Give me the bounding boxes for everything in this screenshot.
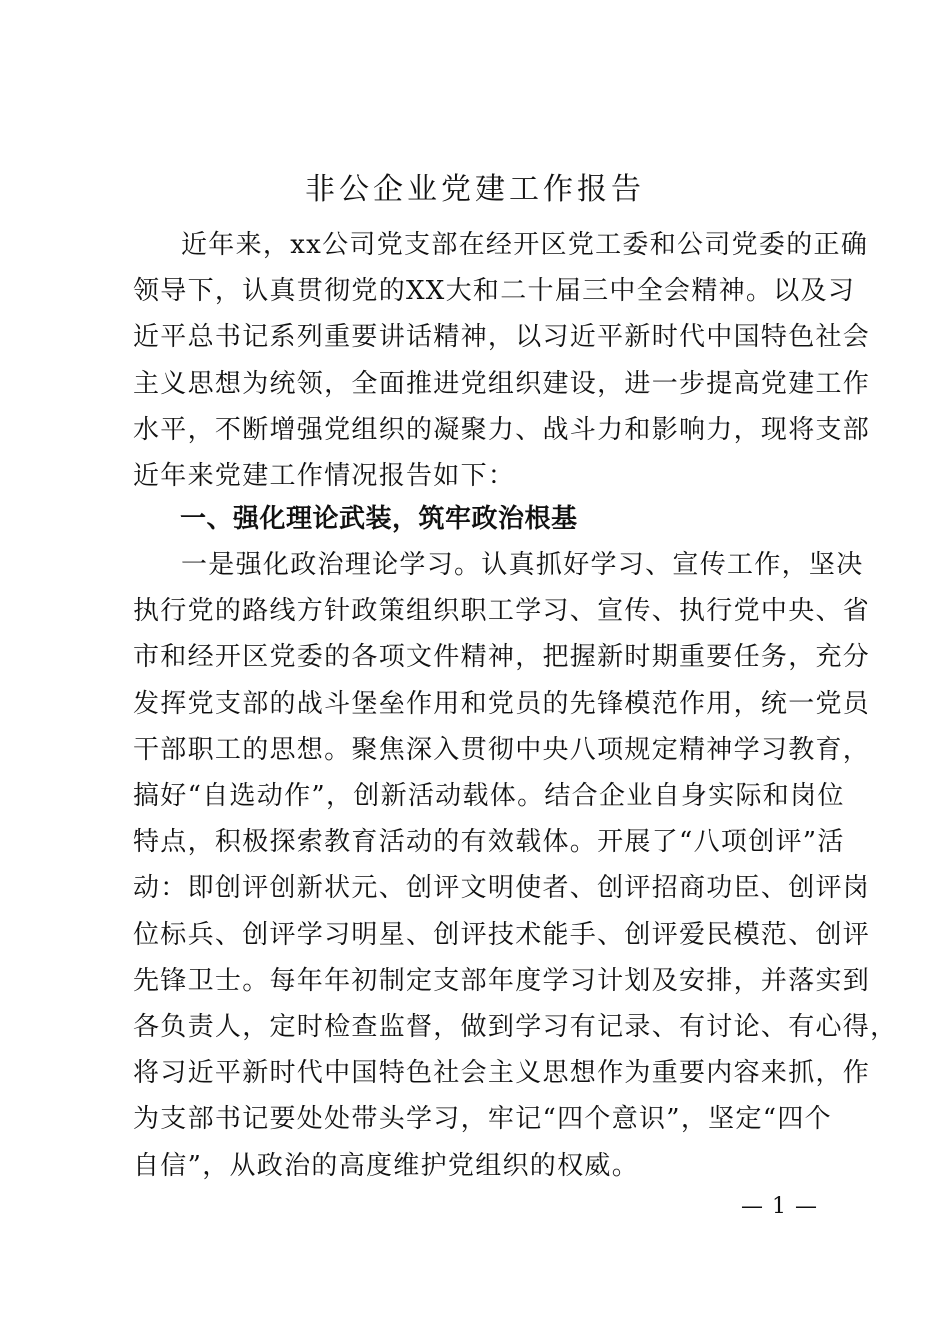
paragraph-line: 为支部书记要处处带头学习，牢记“四个意识”，坚定“四个 [133, 1104, 832, 1135]
paragraph-line: 将习近平新时代中国特色社会主义思想作为重要内容来抓，作 [133, 1058, 871, 1089]
paragraph-line: 近年来，xx公司党支部在经开区党工委和公司党委的正确 [181, 230, 869, 260]
paragraph-line: 特点，积极探索教育活动的有效载体。开展了“八项创评”活 [133, 827, 845, 858]
paragraph-line: 执行党的路线方针政策组织职工学习、宣传、执行党中央、省 [133, 596, 871, 627]
paragraph-line: 市和经开区党委的各项文件精神，把握新时期重要任务，充分 [133, 642, 871, 673]
intro-paragraph [133, 222, 871, 499]
page-number: — 1 — [741, 1194, 818, 1219]
document-title: 非公企业党建工作报告 [305, 172, 645, 207]
section-one-heading: 一、强化理论武装，筑牢政治根基 [180, 504, 578, 534]
paragraph-line: 发挥党支部的战斗堡垒作用和党员的先锋模范作用，统一党员 [133, 688, 871, 719]
paragraph-line: 水平，不断增强党组织的凝聚力、战斗力和影响力，现将支部 [133, 414, 871, 445]
paragraph-line: 自信”，从政治的高度维护党组织的权威。 [133, 1150, 639, 1181]
paragraph-line: 领导下，认真贯彻党的XX大和二十届三中全会精神。以及习 [133, 276, 856, 307]
paragraph-line: 位标兵、创评学习明星、创评技术能手、创评爱民模范、创评 [133, 919, 871, 950]
paragraph-line: 近平总书记系列重要讲话精神，以习近平新时代中国特色社会 [133, 322, 871, 353]
paragraph-line: 先锋卫士。每年年初制定支部年度学习计划及安排，并落实到 [133, 965, 871, 996]
paragraph-line: 各负责人，定时检查监督，做到学习有记录、有讨论、有心得， [133, 1012, 898, 1043]
paragraph-line: 近年来党建工作情况报告如下： [133, 461, 516, 492]
paragraph-line: 动：即创评创新状元、创评文明使者、创评招商功臣、创评岗 [133, 873, 871, 904]
section-one-paragraph [133, 542, 898, 1189]
paragraph-line: 一是强化政治理论学习。认真抓好学习、宣传工作，坚决 [181, 550, 864, 580]
paragraph-line: 干部职工的思想。聚焦深入贯彻中央八项规定精神学习教育， [133, 734, 871, 765]
paragraph-line: 搞好“自选动作”，创新活动载体。结合企业自身实际和岗位 [133, 781, 845, 812]
paragraph-line: 主义思想为统领，全面推进党组织建设，进一步提高党建工作 [133, 368, 871, 399]
